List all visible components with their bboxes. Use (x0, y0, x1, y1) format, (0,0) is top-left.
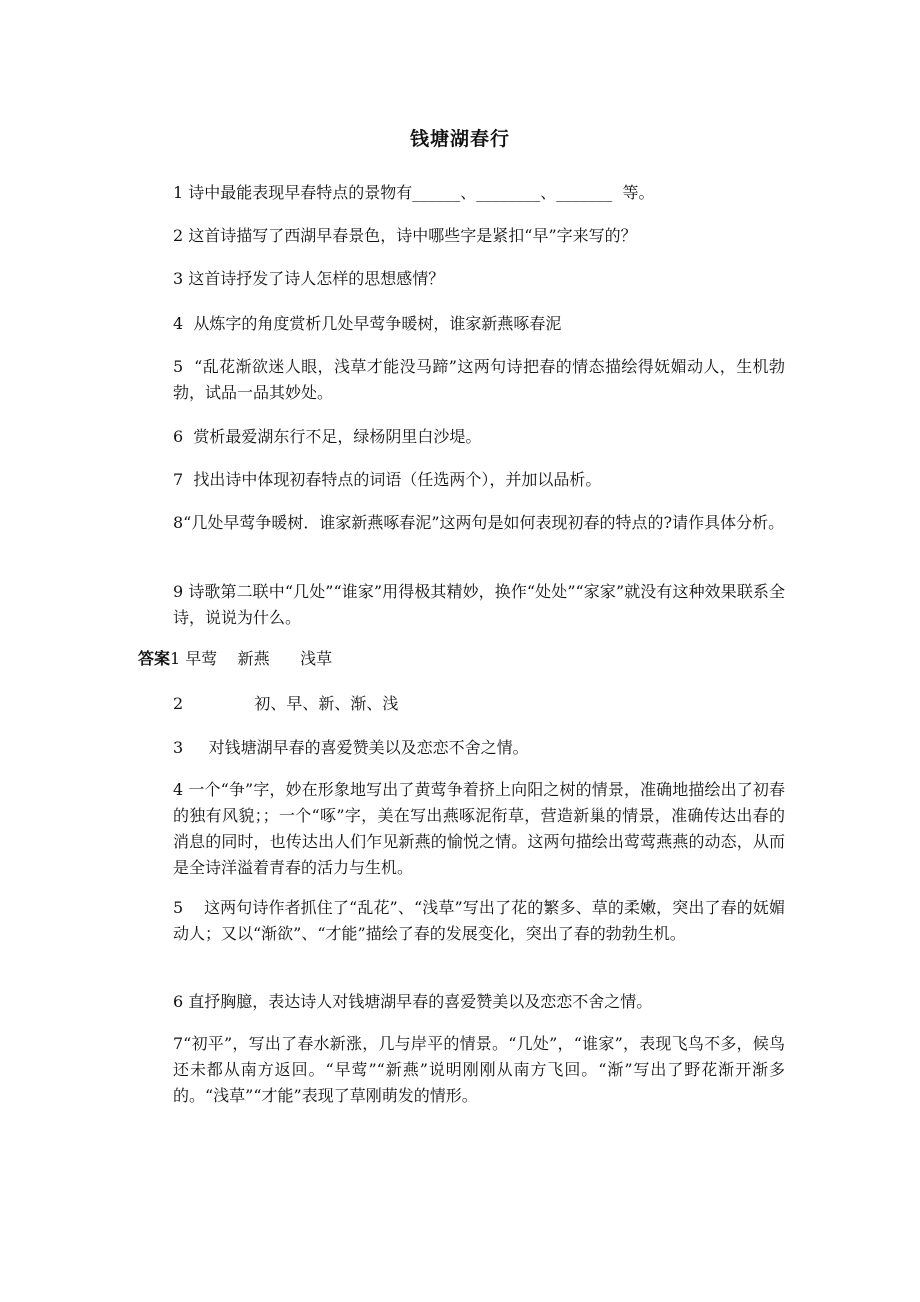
question-9: 9 诗歌第二联中“几处”“谁家”用得极其精妙，换作“处处”“家家”就没有这种效果联系全诗，说说为什么。 (173, 582, 785, 627)
question-4: 4 从炼字的角度赏析几处早莺争暖树，谁家新燕啄春泥 (173, 314, 562, 333)
question-2: 2 这首诗描写了西湖早春景色，诗中哪些字是紧扣“早”字来写的？ (173, 226, 637, 245)
question-7: 7 找出诗中体现初春特点的词语（任选两个），并加以品析。 (173, 470, 602, 489)
answer-heading: 答案 (138, 649, 171, 668)
answer-1 (138, 646, 332, 672)
question-5: 5 “乱花渐欲迷人眼，浅草才能没马蹄”这两句诗把春的情态描绘得妩媚动人，生机勃勃，试品一品其妙处。 (173, 357, 785, 402)
answer-4: 4 一个“争”字，妙在形象地写出了黄莺争着挤上向阳之树的情景，准确地描绘出了初春的独有风貌；；一个“啄”字，美在写出燕啄泥衔草，营造新巢的情景，准确传达出春的消息的同时，也传达出人们乍见新燕的愉悦之情。这两句描绘出莺莺燕燕的动态，从而是全诗洋溢着青春的活力与生机。 (173, 780, 785, 877)
question-6: 6 赏析最爱湖东行不足，绿杨阴里白沙堤。 (173, 427, 482, 446)
answer-7: 7“初平”，写出了春水新涨，几与岸平的情景。“几处”，“谁家”，表现飞鸟不多，候鸟还未都从南方返回。“早莺”“新燕”说明刚刚从南方飞回。“渐”写出了野花渐开渐多的。“浅草”“才能”表现了草刚萌发的情形。 (173, 1034, 785, 1105)
answer-1-text: 1 早莺 新燕 浅草 (170, 649, 333, 668)
answer-5: 5 这两句诗作者抓住了“乱花”、“浅草”写出了花的繁多、草的柔嫩，突出了春的妩媚动人；又以“渐欲”、“才能”描绘了春的发展变化，突出了春的勃勃生机。 (173, 898, 785, 943)
question-1: 1 诗中最能表现早春特点的景物有______、________、_______ 等。 (173, 183, 655, 202)
question-8: 8“几处早莺争暖树．谁家新燕啄春泥”这两句是如何表现初春的特点的?请作具体分析。 (173, 513, 785, 532)
answer-6: 6 直抒胸臆，表达诗人对钱塘湖早春的喜爱赞美以及恋恋不舍之情。 (173, 992, 653, 1011)
answer-3: 3 对钱塘湖早春的喜爱赞美以及恋恋不舍之情。 (173, 738, 529, 757)
page-title: 钱塘湖春行 (409, 128, 510, 150)
question-3: 3 这首诗抒发了诗人怎样的思想感情？ (173, 269, 445, 288)
answer-2: 2 初、早、新、渐、浅 (173, 694, 399, 713)
